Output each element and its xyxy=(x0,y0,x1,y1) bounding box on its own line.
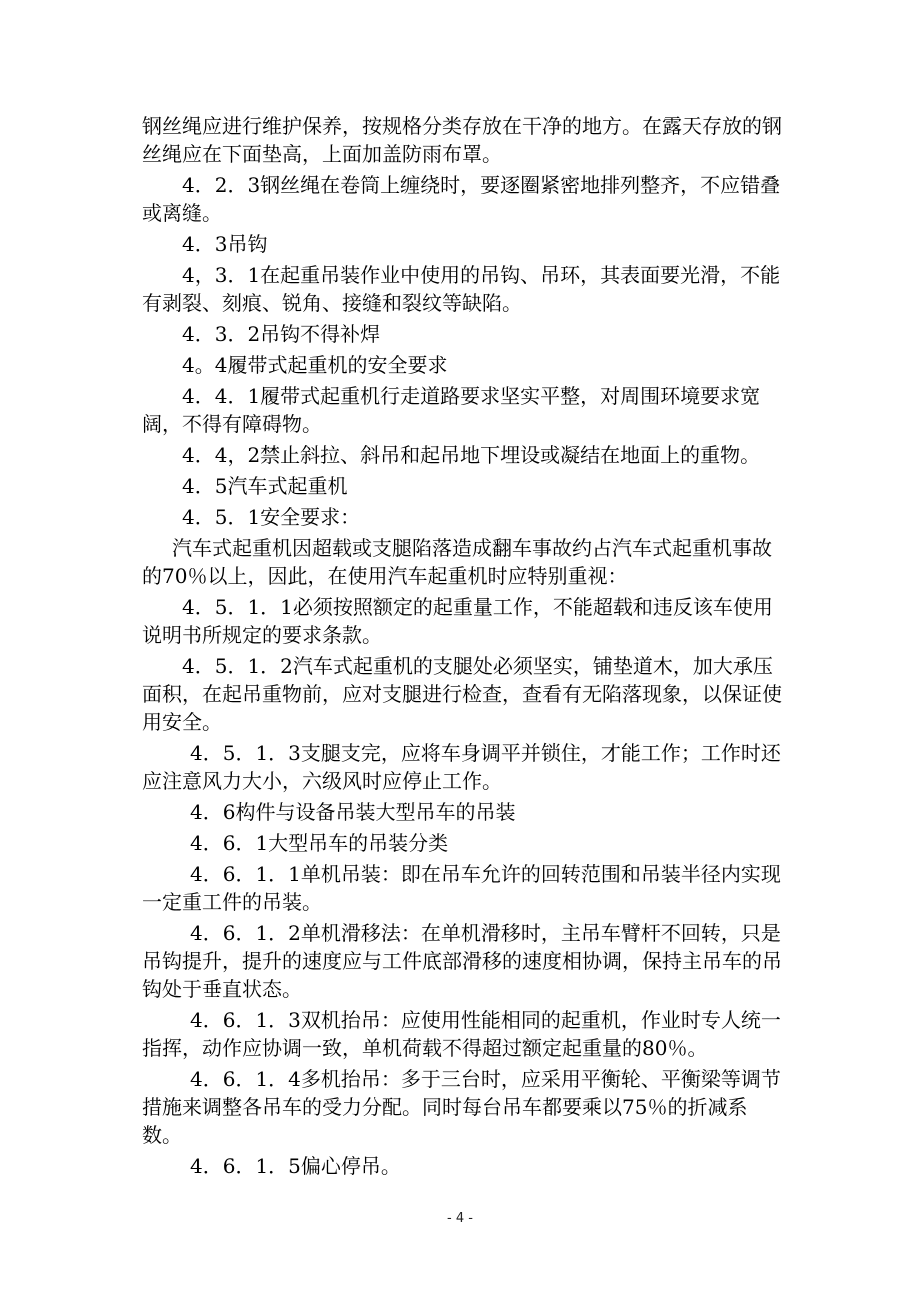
paragraph-20: 4．6．1．4多机抬吊：多于三台时，应采用平衡轮、平衡梁等调节措施来调整各吊车的受力分配。同时每台吊车都要乘以75％的折减系数。 xyxy=(142,1067,781,1147)
paragraph-18: 4．6．1．2单机滑移法：在单机滑移时，主吊车臂杆不回转，只是吊钩提升，提升的速度应与工件底部滑移的速度相协调，保持主吊车的吊钩处于垂直状态。 xyxy=(142,921,782,1001)
paragraph-16: 4．6．1大型吊车的吊装分类 xyxy=(190,831,449,855)
paragraph-9: 4．5汽车式起重机 xyxy=(182,474,348,498)
paragraph-8: 4．4，2禁止斜拉、斜吊和起吊地下埋设或凝结在地面上的重物。 xyxy=(182,443,761,467)
paragraph-1: 钢丝绳应进行维护保养，按规格分类存放在干净的地方。在露天存放的钢丝绳应在下面垫高，上面加盖防雨布罩。 xyxy=(142,114,782,166)
paragraph-17: 4．6．1．1单机吊装：即在吊车允许的回转范围和吊装半径内实现一定重工件的吊装。 xyxy=(142,862,781,914)
paragraph-19: 4．6．1．3双机抬吊：应使用性能相同的起重机，作业时专人统一指挥，动作应协调一致，单机荷载不得超过额定起重量的80％。 xyxy=(142,1008,781,1060)
document-body xyxy=(142,112,784,1180)
paragraph-14: 4．5．1．3支腿支完，应将车身调平并锁住，才能工作；工作时还应注意风力大小，六级风时应停止工作。 xyxy=(142,741,781,793)
paragraph-5: 4．3．2吊钩不得补焊 xyxy=(182,322,381,346)
paragraph-11: 汽车式起重机因超载或支腿陷落造成翻车事故约占汽车式起重机事故的70％以上，因此，在使用汽车起重机时应特别重视： xyxy=(142,536,772,588)
paragraph-13: 4．5．1．2汽车式起重机的支腿处必须坚实，铺垫道木，加大承压面积，在起吊重物前，应对支腿进行检查，查看有无陷落现象，以保证使用安全。 xyxy=(142,654,782,734)
paragraph-10: 4．5．1安全要求： xyxy=(182,505,361,529)
paragraph-4: 4，3．1在起重吊装作业中使用的吊钩、吊环，其表面要光滑，不能有剥裂、刻痕、锐角、接缝和裂纹等缺陷。 xyxy=(142,263,781,315)
paragraph-2: 4．2．3钢丝绳在卷筒上缠绕时，要逐圈紧密地排列整齐，不应错叠或离缝。 xyxy=(142,173,781,225)
paragraph-7: 4．4．1履带式起重机行走道路要求坚实平整，对周围环境要求宽阔，不得有障碍物。 xyxy=(142,384,761,436)
paragraph-21: 4．6．1．5偏心停吊。 xyxy=(190,1154,401,1178)
page-number: - 4 - xyxy=(447,1211,473,1226)
paragraph-6: 4。4履带式起重机的安全要求 xyxy=(182,353,448,377)
paragraph-3: 4．3吊钩 xyxy=(182,232,268,256)
paragraph-15: 4．6构件与设备吊装大型吊车的吊装 xyxy=(190,800,516,824)
paragraph-12: 4．5．1．1必须按照额定的起重量工作，不能超载和违反该车使用说明书所规定的要求条款。 xyxy=(142,595,773,647)
